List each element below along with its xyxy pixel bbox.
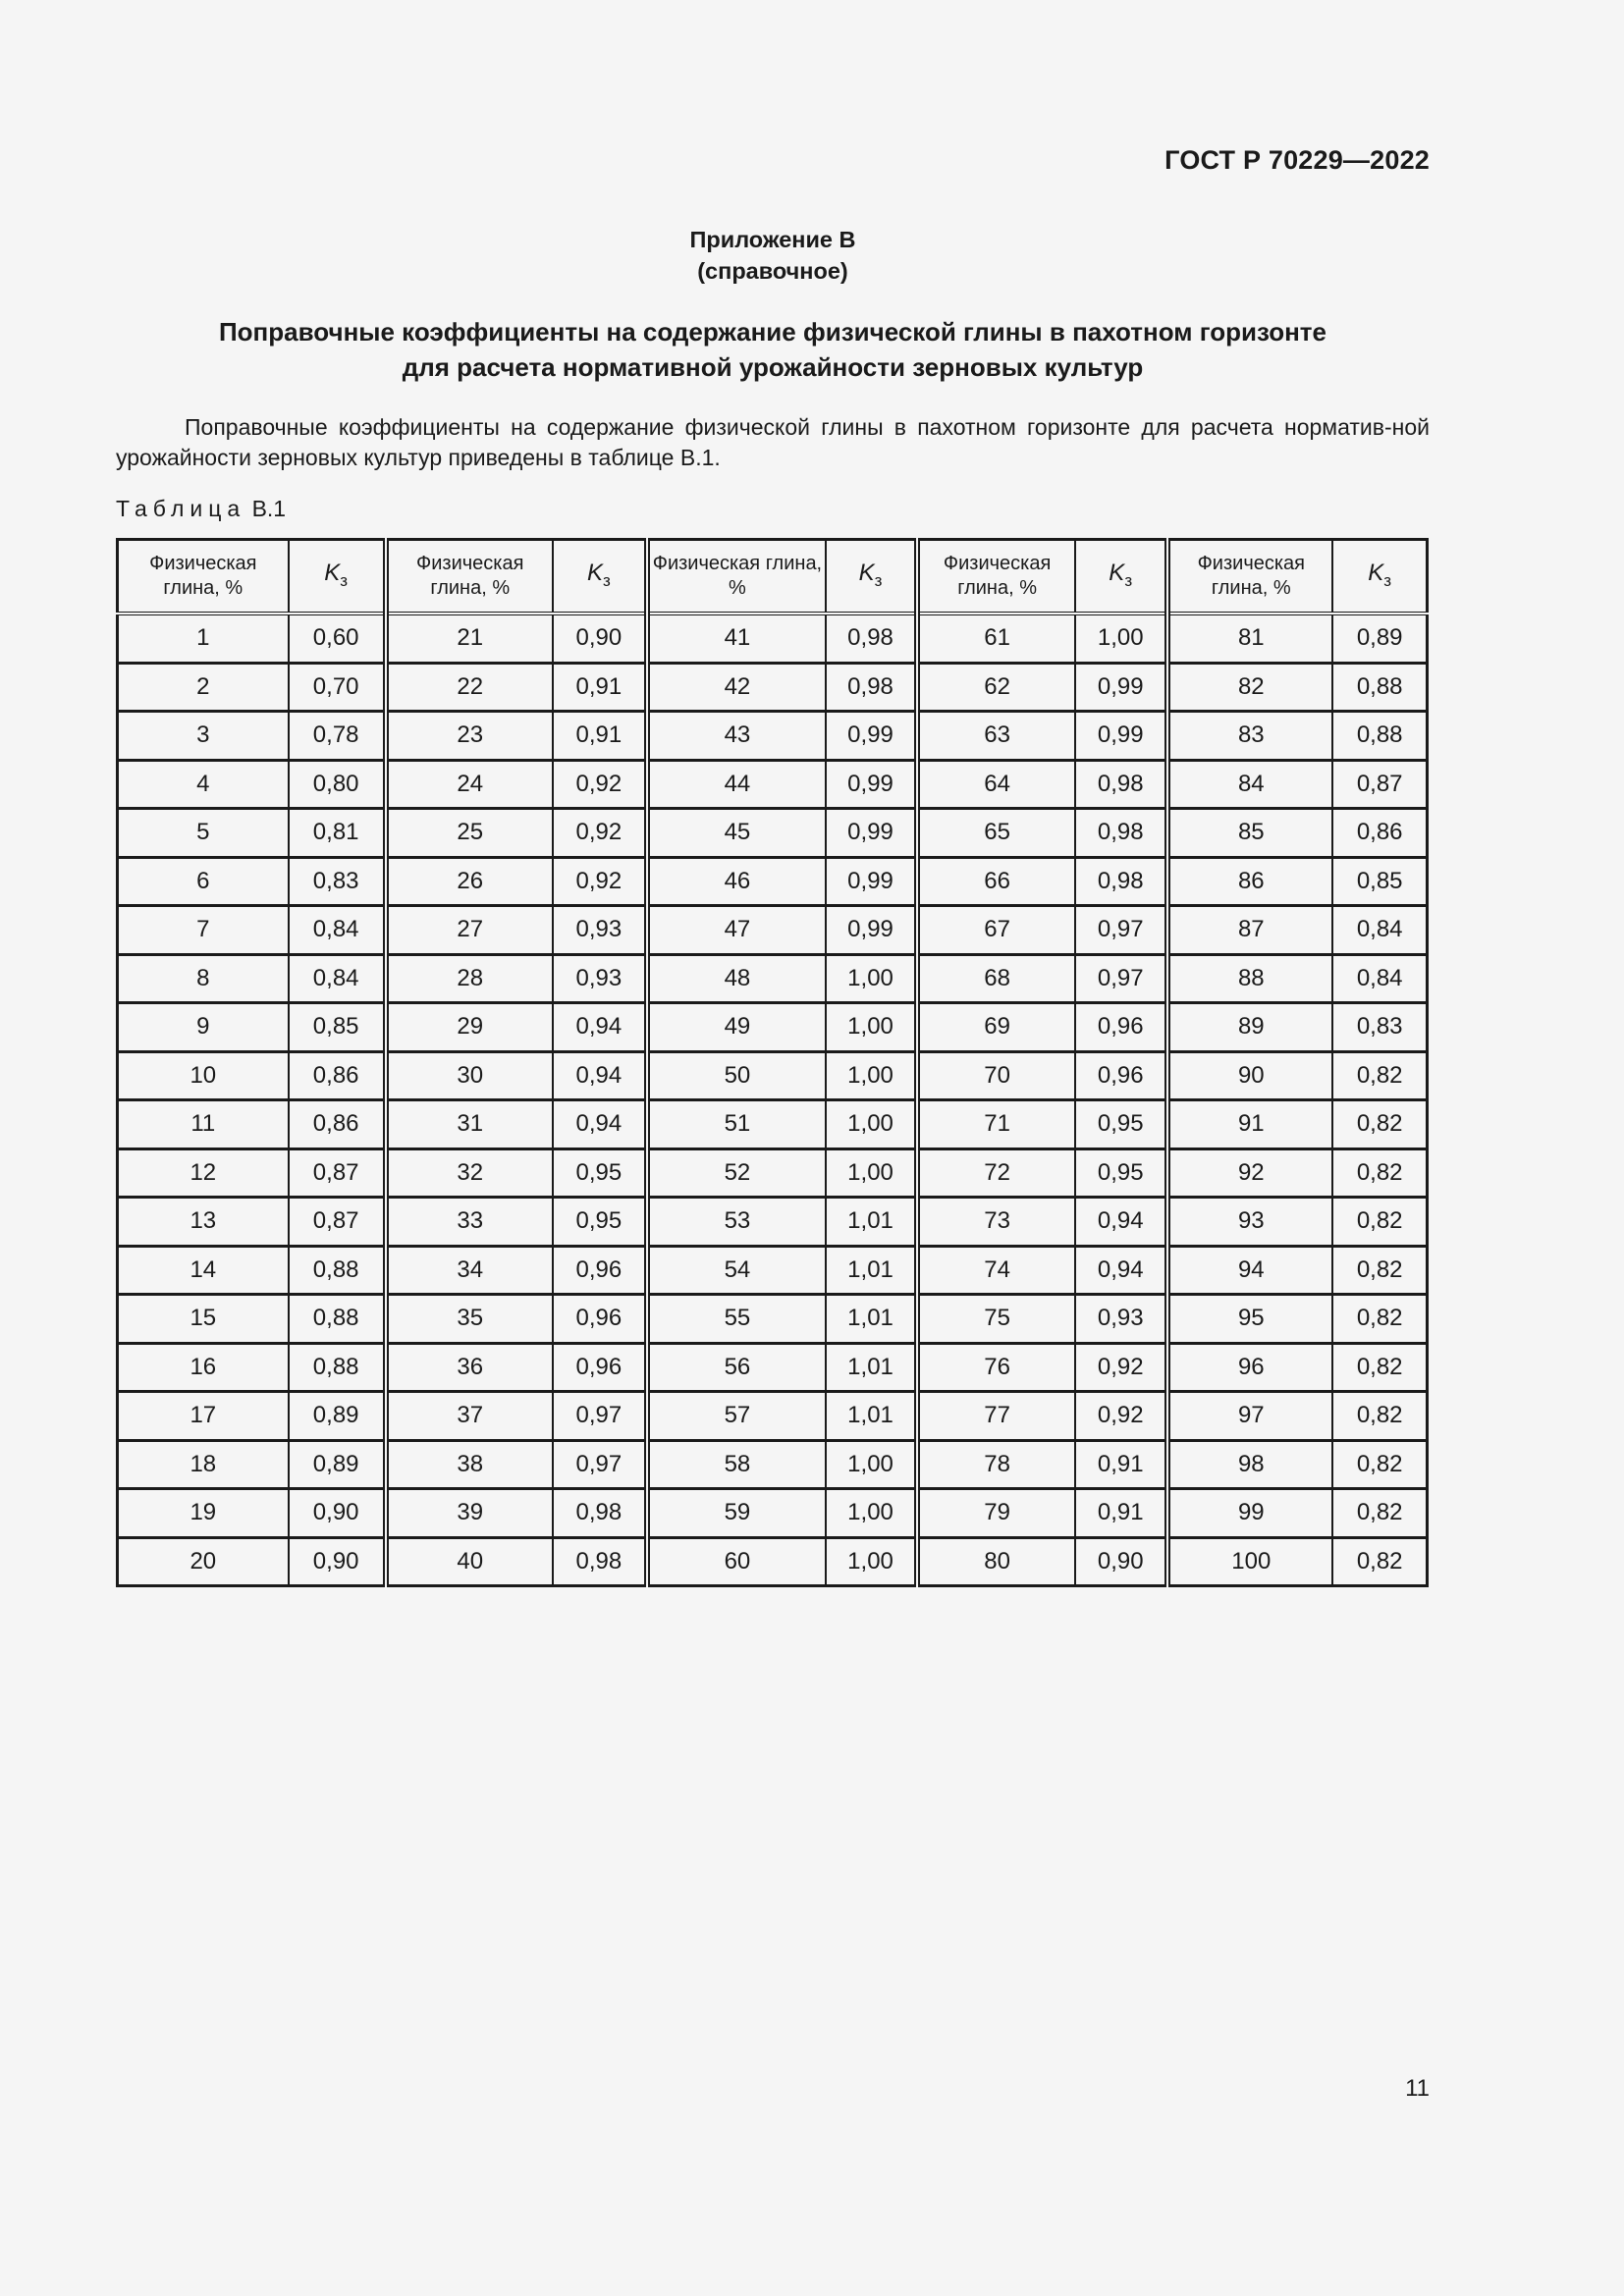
coefficient-cell: 0,96 <box>553 1343 647 1392</box>
header-coefficient: $K_з$ <box>553 540 647 614</box>
coefficient-cell: 1,01 <box>826 1392 917 1441</box>
table-caption <box>116 496 286 522</box>
table-row <box>118 809 1428 858</box>
coefficient-cell: 0,92 <box>1075 1343 1167 1392</box>
header-clay-percent: Физическая глина, % <box>917 540 1075 614</box>
coefficient-cell: 0,82 <box>1332 1100 1427 1149</box>
coefficient-cell: 0,91 <box>553 712 647 761</box>
header-coefficient: $K_з$ <box>1075 540 1167 614</box>
coefficient-cell: 0,99 <box>826 906 917 955</box>
table-caption-word: Таблица <box>116 496 246 521</box>
coefficient-cell: 0,98 <box>1075 809 1167 858</box>
coefficient-cell: 0,90 <box>553 614 647 663</box>
clay-percent-cell: 42 <box>647 663 826 712</box>
coefficient-cell: 0,89 <box>1332 614 1427 663</box>
clay-percent-cell: 74 <box>917 1246 1075 1295</box>
clay-percent-cell: 43 <box>647 712 826 761</box>
clay-percent-cell: 64 <box>917 760 1075 809</box>
clay-percent-cell: 28 <box>386 954 553 1003</box>
clay-percent-cell: 53 <box>647 1198 826 1247</box>
coefficient-cell: 0,97 <box>1075 906 1167 955</box>
coefficient-cell: 0,93 <box>553 954 647 1003</box>
table-header-row <box>118 540 1428 614</box>
coefficient-cell: 0,95 <box>1075 1100 1167 1149</box>
coefficient-cell: 0,99 <box>826 760 917 809</box>
clay-percent-cell: 41 <box>647 614 826 663</box>
coefficient-cell: 0,85 <box>1332 857 1427 906</box>
clay-percent-cell: 29 <box>386 1003 553 1052</box>
coefficient-cell: 0,98 <box>1075 857 1167 906</box>
coefficient-cell: 0,94 <box>553 1051 647 1100</box>
clay-percent-cell: 50 <box>647 1051 826 1100</box>
coefficient-cell: 0,95 <box>553 1198 647 1247</box>
coefficient-cell: 0,78 <box>289 712 386 761</box>
clay-percent-cell: 90 <box>1167 1051 1332 1100</box>
clay-percent-cell: 8 <box>118 954 289 1003</box>
coefficient-cell: 0,83 <box>289 857 386 906</box>
clay-percent-cell: 80 <box>917 1537 1075 1586</box>
coefficient-cell: 0,80 <box>289 760 386 809</box>
coefficient-cell: 0,94 <box>553 1003 647 1052</box>
coefficient-cell: 0,93 <box>553 906 647 955</box>
title-line-2: для расчета нормативной урожайности зерновых культур <box>402 352 1144 382</box>
coefficient-cell: 0,96 <box>553 1246 647 1295</box>
coefficient-cell: 0,82 <box>1332 1537 1427 1586</box>
coefficient-cell: 0,96 <box>1075 1003 1167 1052</box>
coefficient-cell: 0,82 <box>1332 1246 1427 1295</box>
clay-percent-cell: 58 <box>647 1440 826 1489</box>
coefficient-cell: 0,84 <box>1332 906 1427 955</box>
table-row <box>118 857 1428 906</box>
coefficient-cell: 0,82 <box>1332 1198 1427 1247</box>
clay-percent-cell: 83 <box>1167 712 1332 761</box>
title-line-1: Поправочные коэффициенты на содержание физической глины в пахотном горизонте <box>218 317 1327 347</box>
clay-percent-cell: 88 <box>1167 954 1332 1003</box>
clay-percent-cell: 62 <box>917 663 1075 712</box>
clay-percent-cell: 57 <box>647 1392 826 1441</box>
clay-percent-cell: 61 <box>917 614 1075 663</box>
clay-percent-cell: 99 <box>1167 1489 1332 1538</box>
coefficient-cell: 0,88 <box>1332 663 1427 712</box>
table-row <box>118 1440 1428 1489</box>
clay-percent-cell: 59 <box>647 1489 826 1538</box>
section-title <box>0 314 1545 385</box>
clay-percent-cell: 73 <box>917 1198 1075 1247</box>
coefficient-cell: 0,88 <box>289 1246 386 1295</box>
clay-percent-cell: 4 <box>118 760 289 809</box>
clay-percent-cell: 100 <box>1167 1537 1332 1586</box>
table-row <box>118 712 1428 761</box>
coefficient-cell: 0,60 <box>289 614 386 663</box>
coefficient-cell: 0,83 <box>1332 1003 1427 1052</box>
header-clay-percent: Физическая глина, % <box>1167 540 1332 614</box>
clay-percent-cell: 45 <box>647 809 826 858</box>
clay-percent-cell: 21 <box>386 614 553 663</box>
clay-percent-cell: 27 <box>386 906 553 955</box>
clay-percent-cell: 86 <box>1167 857 1332 906</box>
clay-percent-cell: 19 <box>118 1489 289 1538</box>
clay-percent-cell: 56 <box>647 1343 826 1392</box>
appendix-label: Приложение В <box>689 227 856 252</box>
clay-percent-cell: 35 <box>386 1295 553 1344</box>
clay-percent-cell: 54 <box>647 1246 826 1295</box>
table-row <box>118 663 1428 712</box>
coefficient-cell: 0,85 <box>289 1003 386 1052</box>
coefficient-cell: 1,00 <box>826 1051 917 1100</box>
coefficient-cell: 1,00 <box>826 1537 917 1586</box>
coefficient-cell: 0,98 <box>553 1537 647 1586</box>
clay-percent-cell: 72 <box>917 1148 1075 1198</box>
clay-percent-cell: 3 <box>118 712 289 761</box>
table-row <box>118 1198 1428 1247</box>
clay-percent-cell: 63 <box>917 712 1075 761</box>
coefficient-cell: 0,82 <box>1332 1343 1427 1392</box>
clay-percent-cell: 91 <box>1167 1100 1332 1149</box>
clay-percent-cell: 87 <box>1167 906 1332 955</box>
clay-percent-cell: 36 <box>386 1343 553 1392</box>
clay-percent-cell: 79 <box>917 1489 1075 1538</box>
table-row <box>118 760 1428 809</box>
clay-percent-cell: 97 <box>1167 1392 1332 1441</box>
coefficient-cell: 0,92 <box>553 760 647 809</box>
coefficient-cell: 0,97 <box>553 1392 647 1441</box>
table-row <box>118 1051 1428 1100</box>
table-row <box>118 1148 1428 1198</box>
coefficient-cell: 0,97 <box>1075 954 1167 1003</box>
appendix-heading <box>0 224 1545 287</box>
coefficients-table <box>116 538 1429 1587</box>
table-row <box>118 1489 1428 1538</box>
table-row <box>118 1295 1428 1344</box>
header-clay-percent: Физическая глина, % <box>386 540 553 614</box>
clay-percent-cell: 71 <box>917 1100 1075 1149</box>
coefficient-cell: 1,01 <box>826 1295 917 1344</box>
clay-percent-cell: 23 <box>386 712 553 761</box>
coefficient-cell: 0,88 <box>289 1343 386 1392</box>
coefficient-cell: 0,86 <box>1332 809 1427 858</box>
coefficient-cell: 0,88 <box>289 1295 386 1344</box>
clay-percent-cell: 78 <box>917 1440 1075 1489</box>
coefficient-cell: 0,82 <box>1332 1295 1427 1344</box>
header-coefficient: $K_з$ <box>1332 540 1427 614</box>
coefficient-cell: 0,84 <box>289 906 386 955</box>
coefficient-cell: 1,00 <box>1075 614 1167 663</box>
coefficient-cell: 0,89 <box>289 1440 386 1489</box>
intro-paragraph: Поправочные коэффициенты на содержание физической глины в пахотном горизонте для расчета норматив-ной урожайности зерновых культур приведены в таблице В.1. <box>116 414 1430 470</box>
clay-percent-cell: 55 <box>647 1295 826 1344</box>
coefficient-cell: 0,95 <box>553 1148 647 1198</box>
table-row <box>118 906 1428 955</box>
clay-percent-cell: 77 <box>917 1392 1075 1441</box>
clay-percent-cell: 40 <box>386 1537 553 1586</box>
clay-percent-cell: 38 <box>386 1440 553 1489</box>
table-row <box>118 1392 1428 1441</box>
coefficient-cell: 0,99 <box>1075 663 1167 712</box>
coefficient-cell: 0,82 <box>1332 1051 1427 1100</box>
header-coefficient: $K_з$ <box>826 540 917 614</box>
clay-percent-cell: 34 <box>386 1246 553 1295</box>
coefficient-cell: 0,99 <box>826 809 917 858</box>
coefficient-cell: 0,96 <box>553 1295 647 1344</box>
coefficient-cell: 0,88 <box>1332 712 1427 761</box>
clay-percent-cell: 16 <box>118 1343 289 1392</box>
coefficient-cell: 0,90 <box>289 1537 386 1586</box>
coefficient-cell: 0,99 <box>826 712 917 761</box>
clay-percent-cell: 46 <box>647 857 826 906</box>
coefficient-cell: 0,94 <box>1075 1198 1167 1247</box>
header-clay-percent: Физическая глина, % <box>647 540 826 614</box>
clay-percent-cell: 12 <box>118 1148 289 1198</box>
clay-percent-cell: 85 <box>1167 809 1332 858</box>
coefficient-cell: 0,98 <box>826 614 917 663</box>
clay-percent-cell: 76 <box>917 1343 1075 1392</box>
header-clay-percent: Физическая глина, % <box>118 540 289 614</box>
coefficient-cell: 0,90 <box>1075 1537 1167 1586</box>
coefficient-cell: 1,00 <box>826 1100 917 1149</box>
coefficient-cell: 0,92 <box>1075 1392 1167 1441</box>
appendix-kind: (справочное) <box>697 258 848 284</box>
clay-percent-cell: 9 <box>118 1003 289 1052</box>
clay-percent-cell: 31 <box>386 1100 553 1149</box>
clay-percent-cell: 68 <box>917 954 1075 1003</box>
coefficient-cell: 1,00 <box>826 1489 917 1538</box>
coefficient-cell: 1,00 <box>826 1148 917 1198</box>
clay-percent-cell: 17 <box>118 1392 289 1441</box>
coefficient-cell: 0,87 <box>289 1198 386 1247</box>
coefficient-cell: 0,95 <box>1075 1148 1167 1198</box>
coefficient-cell: 0,93 <box>1075 1295 1167 1344</box>
clay-percent-cell: 11 <box>118 1100 289 1149</box>
clay-percent-cell: 2 <box>118 663 289 712</box>
clay-percent-cell: 47 <box>647 906 826 955</box>
clay-percent-cell: 81 <box>1167 614 1332 663</box>
clay-percent-cell: 13 <box>118 1198 289 1247</box>
coefficient-cell: 0,87 <box>1332 760 1427 809</box>
table-row <box>118 614 1428 663</box>
table-row <box>118 1246 1428 1295</box>
clay-percent-cell: 15 <box>118 1295 289 1344</box>
header-coefficient: $K_з$ <box>289 540 386 614</box>
table-row <box>118 1343 1428 1392</box>
clay-percent-cell: 69 <box>917 1003 1075 1052</box>
coefficient-cell: 0,91 <box>1075 1440 1167 1489</box>
clay-percent-cell: 37 <box>386 1392 553 1441</box>
table-row <box>118 954 1428 1003</box>
clay-percent-cell: 60 <box>647 1537 826 1586</box>
clay-percent-cell: 7 <box>118 906 289 955</box>
coefficient-cell: 0,84 <box>289 954 386 1003</box>
clay-percent-cell: 95 <box>1167 1295 1332 1344</box>
coefficient-cell: 0,92 <box>553 809 647 858</box>
clay-percent-cell: 6 <box>118 857 289 906</box>
clay-percent-cell: 49 <box>647 1003 826 1052</box>
coefficient-cell: 0,98 <box>553 1489 647 1538</box>
coefficient-cell: 1,00 <box>826 1003 917 1052</box>
clay-percent-cell: 1 <box>118 614 289 663</box>
clay-percent-cell: 67 <box>917 906 1075 955</box>
page-number: 11 <box>1405 2075 1430 2102</box>
coefficient-cell: 0,70 <box>289 663 386 712</box>
coefficient-cell: 0,91 <box>1075 1489 1167 1538</box>
clay-percent-cell: 24 <box>386 760 553 809</box>
clay-percent-cell: 25 <box>386 809 553 858</box>
clay-percent-cell: 39 <box>386 1489 553 1538</box>
clay-percent-cell: 52 <box>647 1148 826 1198</box>
coefficient-cell: 0,94 <box>553 1100 647 1149</box>
clay-percent-cell: 5 <box>118 809 289 858</box>
coefficient-cell: 1,01 <box>826 1343 917 1392</box>
coefficient-cell: 0,98 <box>1075 760 1167 809</box>
coefficient-cell: 0,86 <box>289 1051 386 1100</box>
clay-percent-cell: 33 <box>386 1198 553 1247</box>
table-row <box>118 1537 1428 1586</box>
table-body <box>118 614 1428 1586</box>
clay-percent-cell: 89 <box>1167 1003 1332 1052</box>
coefficient-cell: 1,00 <box>826 1440 917 1489</box>
clay-percent-cell: 65 <box>917 809 1075 858</box>
clay-percent-cell: 30 <box>386 1051 553 1100</box>
table-row <box>118 1100 1428 1149</box>
coefficient-cell: 0,94 <box>1075 1246 1167 1295</box>
coefficient-cell: 0,84 <box>1332 954 1427 1003</box>
coefficient-cell: 1,01 <box>826 1198 917 1247</box>
table-row <box>118 1003 1428 1052</box>
document-id: ГОСТ Р 70229—2022 <box>1164 145 1430 175</box>
coefficient-cell: 0,98 <box>826 663 917 712</box>
coefficient-cell: 0,96 <box>1075 1051 1167 1100</box>
coefficient-cell: 1,01 <box>826 1246 917 1295</box>
clay-percent-cell: 32 <box>386 1148 553 1198</box>
coefficient-cell: 0,82 <box>1332 1392 1427 1441</box>
coefficient-cell: 0,90 <box>289 1489 386 1538</box>
coefficient-cell: 0,91 <box>553 663 647 712</box>
clay-percent-cell: 22 <box>386 663 553 712</box>
clay-percent-cell: 48 <box>647 954 826 1003</box>
clay-percent-cell: 26 <box>386 857 553 906</box>
clay-percent-cell: 94 <box>1167 1246 1332 1295</box>
clay-percent-cell: 93 <box>1167 1198 1332 1247</box>
coefficient-cell: 0,99 <box>1075 712 1167 761</box>
coefficient-cell: 0,97 <box>553 1440 647 1489</box>
coefficient-cell: 0,89 <box>289 1392 386 1441</box>
coefficient-cell: 0,82 <box>1332 1440 1427 1489</box>
clay-percent-cell: 92 <box>1167 1148 1332 1198</box>
coefficient-cell: 0,99 <box>826 857 917 906</box>
coefficient-cell: 0,82 <box>1332 1489 1427 1538</box>
clay-percent-cell: 84 <box>1167 760 1332 809</box>
clay-percent-cell: 66 <box>917 857 1075 906</box>
clay-percent-cell: 82 <box>1167 663 1332 712</box>
clay-percent-cell: 18 <box>118 1440 289 1489</box>
clay-percent-cell: 20 <box>118 1537 289 1586</box>
coefficient-cell: 0,87 <box>289 1148 386 1198</box>
clay-percent-cell: 44 <box>647 760 826 809</box>
clay-percent-cell: 75 <box>917 1295 1075 1344</box>
clay-percent-cell: 51 <box>647 1100 826 1149</box>
coefficient-cell: 0,92 <box>553 857 647 906</box>
table-caption-number: В.1 <box>251 496 287 521</box>
clay-percent-cell: 10 <box>118 1051 289 1100</box>
coefficient-cell: 0,81 <box>289 809 386 858</box>
clay-percent-cell: 14 <box>118 1246 289 1295</box>
clay-percent-cell: 70 <box>917 1051 1075 1100</box>
coefficient-cell: 0,82 <box>1332 1148 1427 1198</box>
clay-percent-cell: 98 <box>1167 1440 1332 1489</box>
coefficient-cell: 1,00 <box>826 954 917 1003</box>
clay-percent-cell: 96 <box>1167 1343 1332 1392</box>
coefficient-cell: 0,86 <box>289 1100 386 1149</box>
